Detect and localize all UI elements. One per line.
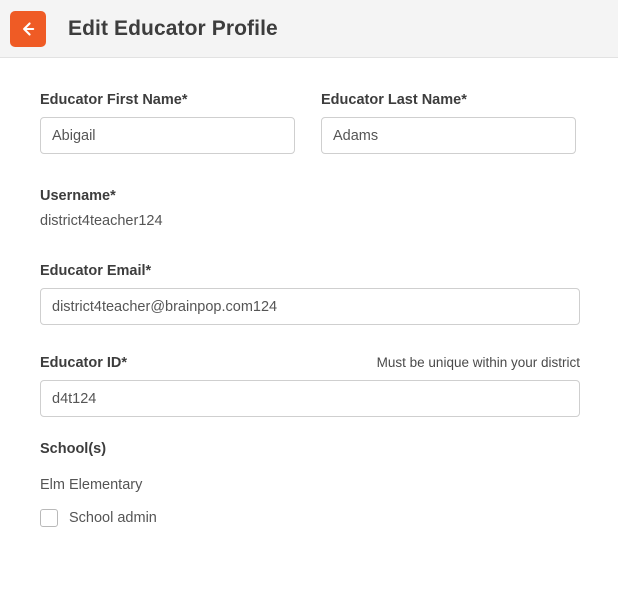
educator-id-hint: Must be unique within your district [376,355,580,370]
last-name-input[interactable] [321,117,576,154]
school-admin-row [40,509,580,527]
email-field [40,263,580,325]
page-header [0,0,618,58]
last-name-field [321,92,576,154]
name-fields-row [40,92,578,154]
school-admin-label[interactable]: School admin [69,510,157,526]
email-label: Educator Email* [40,263,152,279]
educator-id-field [40,355,580,417]
username-label: Username* [40,188,116,204]
school-name: Elm Elementary [40,477,143,493]
educator-id-input[interactable] [40,380,580,417]
username-field [40,188,580,229]
email-input[interactable] [40,288,580,325]
schools-section [40,441,580,527]
username-value: district4teacher124 [40,213,163,229]
arrow-left-icon [19,20,37,38]
back-button[interactable] [10,11,46,47]
profile-form [0,58,618,527]
school-admin-checkbox[interactable] [40,509,58,527]
last-name-label: Educator Last Name* [321,92,467,108]
schools-label: School(s) [40,441,107,457]
first-name-input[interactable] [40,117,295,154]
educator-id-label-row [40,355,580,371]
first-name-label: Educator First Name* [40,92,188,108]
first-name-field [40,92,295,154]
educator-id-label: Educator ID* [40,355,128,371]
page-title: Edit Educator Profile [68,16,278,40]
